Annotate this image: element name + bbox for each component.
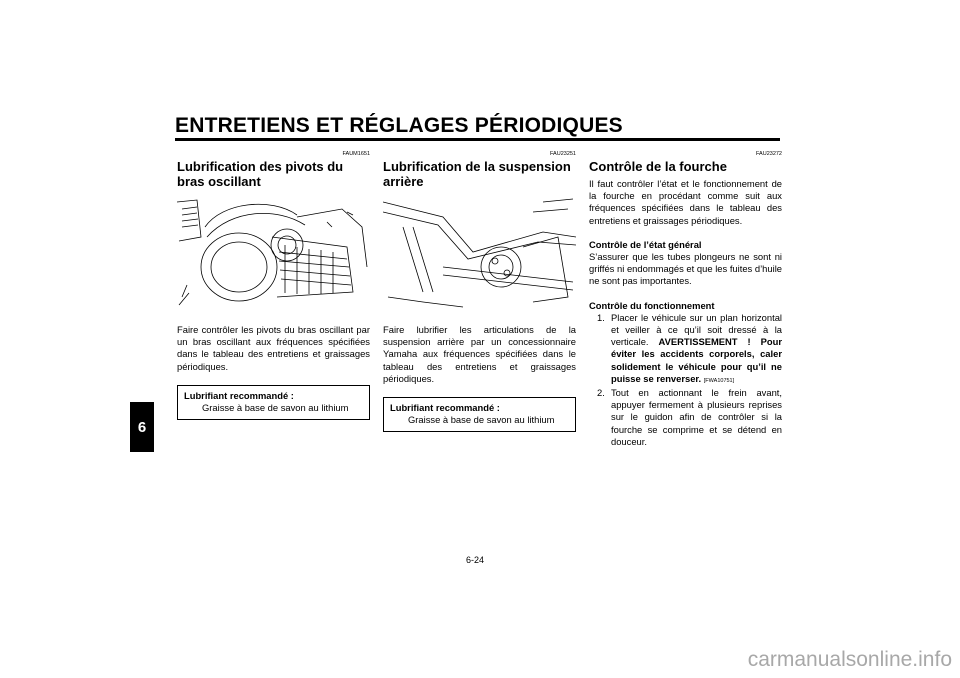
section-code: FAUM1651 — [342, 151, 370, 157]
section-code: FAU23251 — [550, 151, 576, 157]
section-title: Lubrification des pivots du bras oscillant — [177, 159, 344, 189]
watermark: carmanualsonline.info — [747, 648, 952, 671]
lubricant-label: Lubrifiant recommandé : — [390, 402, 500, 414]
section-title: Lubrification de la suspension arrière — [383, 159, 571, 189]
lubricant-value: Graisse à base de savon au lithium — [408, 414, 555, 426]
list-item — [589, 387, 782, 448]
section-swingarm — [177, 150, 370, 420]
page-title: ENTRETIENS ET RÉGLAGES PÉRIODIQUES — [175, 114, 623, 137]
general-check-body: S’assurer que les tubes plongeurs ne sont ni griffés ni endommagés et que les fuites d’huile ne sont pas importantes. — [589, 251, 782, 287]
section-intro: Il faut contrôler l’état et le fonctionnement de la fourche en procédant comme suit aux fréquences spécifiées dans le tableau des entretiens et graissages périodiques. — [589, 178, 782, 226]
general-check-heading: Contrôle de l’état général — [589, 238, 702, 250]
swingarm-pivot-illustration — [177, 197, 370, 309]
section-body: Faire contrôler les pivots du bras oscillant par un bras oscillant aux fréquences spécifiées dans le tableau des entretiens et graissages périodiques. — [177, 324, 370, 372]
chapter-tab: 6 — [130, 402, 154, 452]
list-item — [589, 312, 782, 387]
lubricant-label: Lubrifiant recommandé : — [184, 389, 294, 401]
section-body: Faire lubrifier les articulations de la suspension arrière par un concessionnaire Yamaha aux fréquences spécifiées dans le tableau des entretiens et graissages périodiques. — [383, 324, 576, 384]
step-text: Tout en actionnant le frein avant, appuyer fermement à plusieurs reprises sur le guidon afin de contrôler si la fourche se comprime et se détend en douceur. — [611, 387, 782, 447]
step-number: 1. — [597, 311, 605, 323]
warning-code: [FWA10751] — [703, 377, 735, 384]
section-rear-suspension — [383, 150, 576, 432]
lubricant-box — [177, 385, 370, 420]
header-rule — [175, 138, 780, 141]
page-number: 6-24 — [466, 555, 485, 565]
section-fork-check — [589, 150, 782, 448]
section-title: Contrôle de la fourche — [589, 159, 727, 174]
lubricant-value: Graisse à base de savon au lithium — [202, 401, 349, 413]
function-check-steps — [589, 312, 782, 448]
step-text: Placer le véhicule sur un plan horizontal et veiller à ce qu’il soit dressé à la verticale. — [611, 311, 782, 348]
rear-suspension-illustration — [383, 197, 576, 309]
warning-text: AVERTISSEMENT ! Pour éviter les accidents corporels, caler solidement le véhicule pour qu’il ne puisse se renverser. — [611, 336, 783, 384]
section-code: FAU23272 — [756, 151, 782, 157]
lubricant-box — [383, 397, 576, 432]
step-number: 2. — [597, 387, 605, 399]
function-check-heading: Contrôle du fonctionnement — [589, 299, 715, 311]
